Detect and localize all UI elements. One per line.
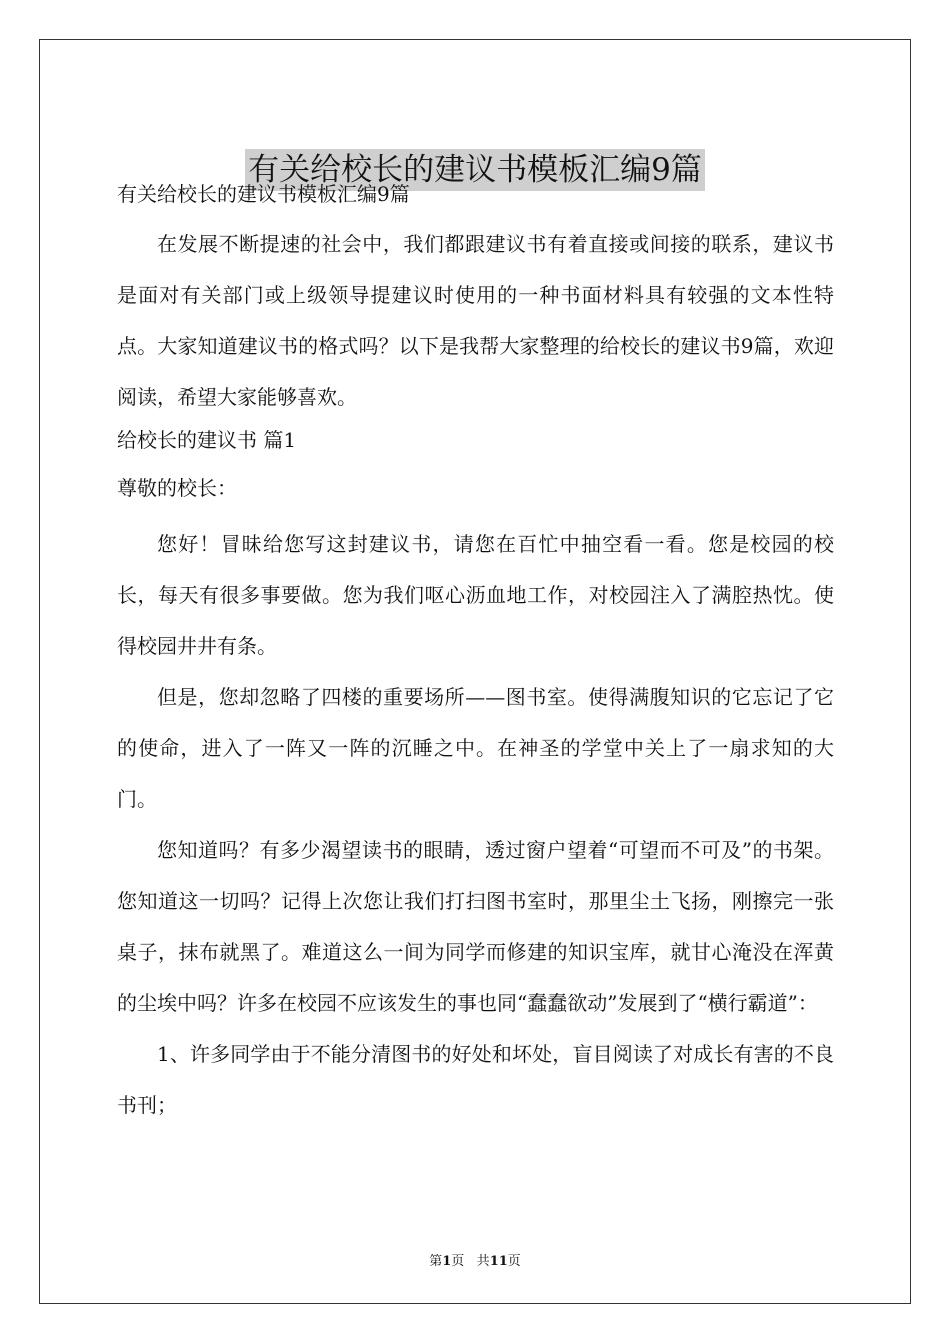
page-prefix: 第 <box>429 1254 443 1269</box>
page-number: 1 <box>442 1254 452 1269</box>
document-body <box>117 180 834 1131</box>
page-footer <box>0 1250 950 1269</box>
body-paragraph-4: 1、许多同学由于不能分清图书的好处和坏处，盲目阅读了对成长有害的不良书刊； <box>117 1042 834 1117</box>
document-title: 有关给校长的建议书模板汇编9篇 <box>245 149 705 191</box>
body-paragraph-3: 您知道吗？有多少渴望读书的眼睛，透过窗户望着“可望而不可及”的书架。您知道这一切吗？记得上次您让我们打扫图书室时，那里尘土飞扬，刚擦完一张桌子，抹布就黑了。难道这么一间为同学而修建的知识宝库，就甘心淹没在浑黄的尘埃中吗？许多在校园不应该发生的事也同“蠢蠢欲动”发展到了“横行霸道”： <box>117 838 834 1015</box>
total-prefix: 共 <box>476 1254 490 1269</box>
body-paragraph-1: 您好！冒昧给您写这封建议书，请您在百忙中抽空看一看。您是校园的校长，每天有很多事要做。您为我们呕心沥血地工作，对校园注入了满腔热忱。使得校园井井有条。 <box>117 532 834 658</box>
total-pages: 11 <box>489 1254 508 1269</box>
document-subtitle: 有关给校长的建议书模板汇编9篇 <box>117 182 410 206</box>
page-suffix: 页 <box>451 1254 465 1269</box>
salutation: 尊敬的校长： <box>117 476 237 500</box>
intro-paragraph: 在发展不断提速的社会中，我们都跟建议书有着直接或间接的联系，建议书是面对有关部门或上级领导提建议时使用的一种书面材料具有较强的文本性特点。大家知道建议书的格式吗？以下是我帮大家整理的给校长的建议书9篇，欢迎阅读，希望大家能够喜欢。 <box>117 232 834 409</box>
body-paragraph-2: 但是，您却忽略了四楼的重要场所——图书室。使得满腹知识的它忘记了它的使命，进入了一阵又一阵的沉睡之中。在神圣的学堂中关上了一扇求知的大门。 <box>117 685 834 811</box>
section-heading: 给校长的建议书 篇1 <box>117 428 297 452</box>
total-suffix: 页 <box>507 1254 521 1269</box>
